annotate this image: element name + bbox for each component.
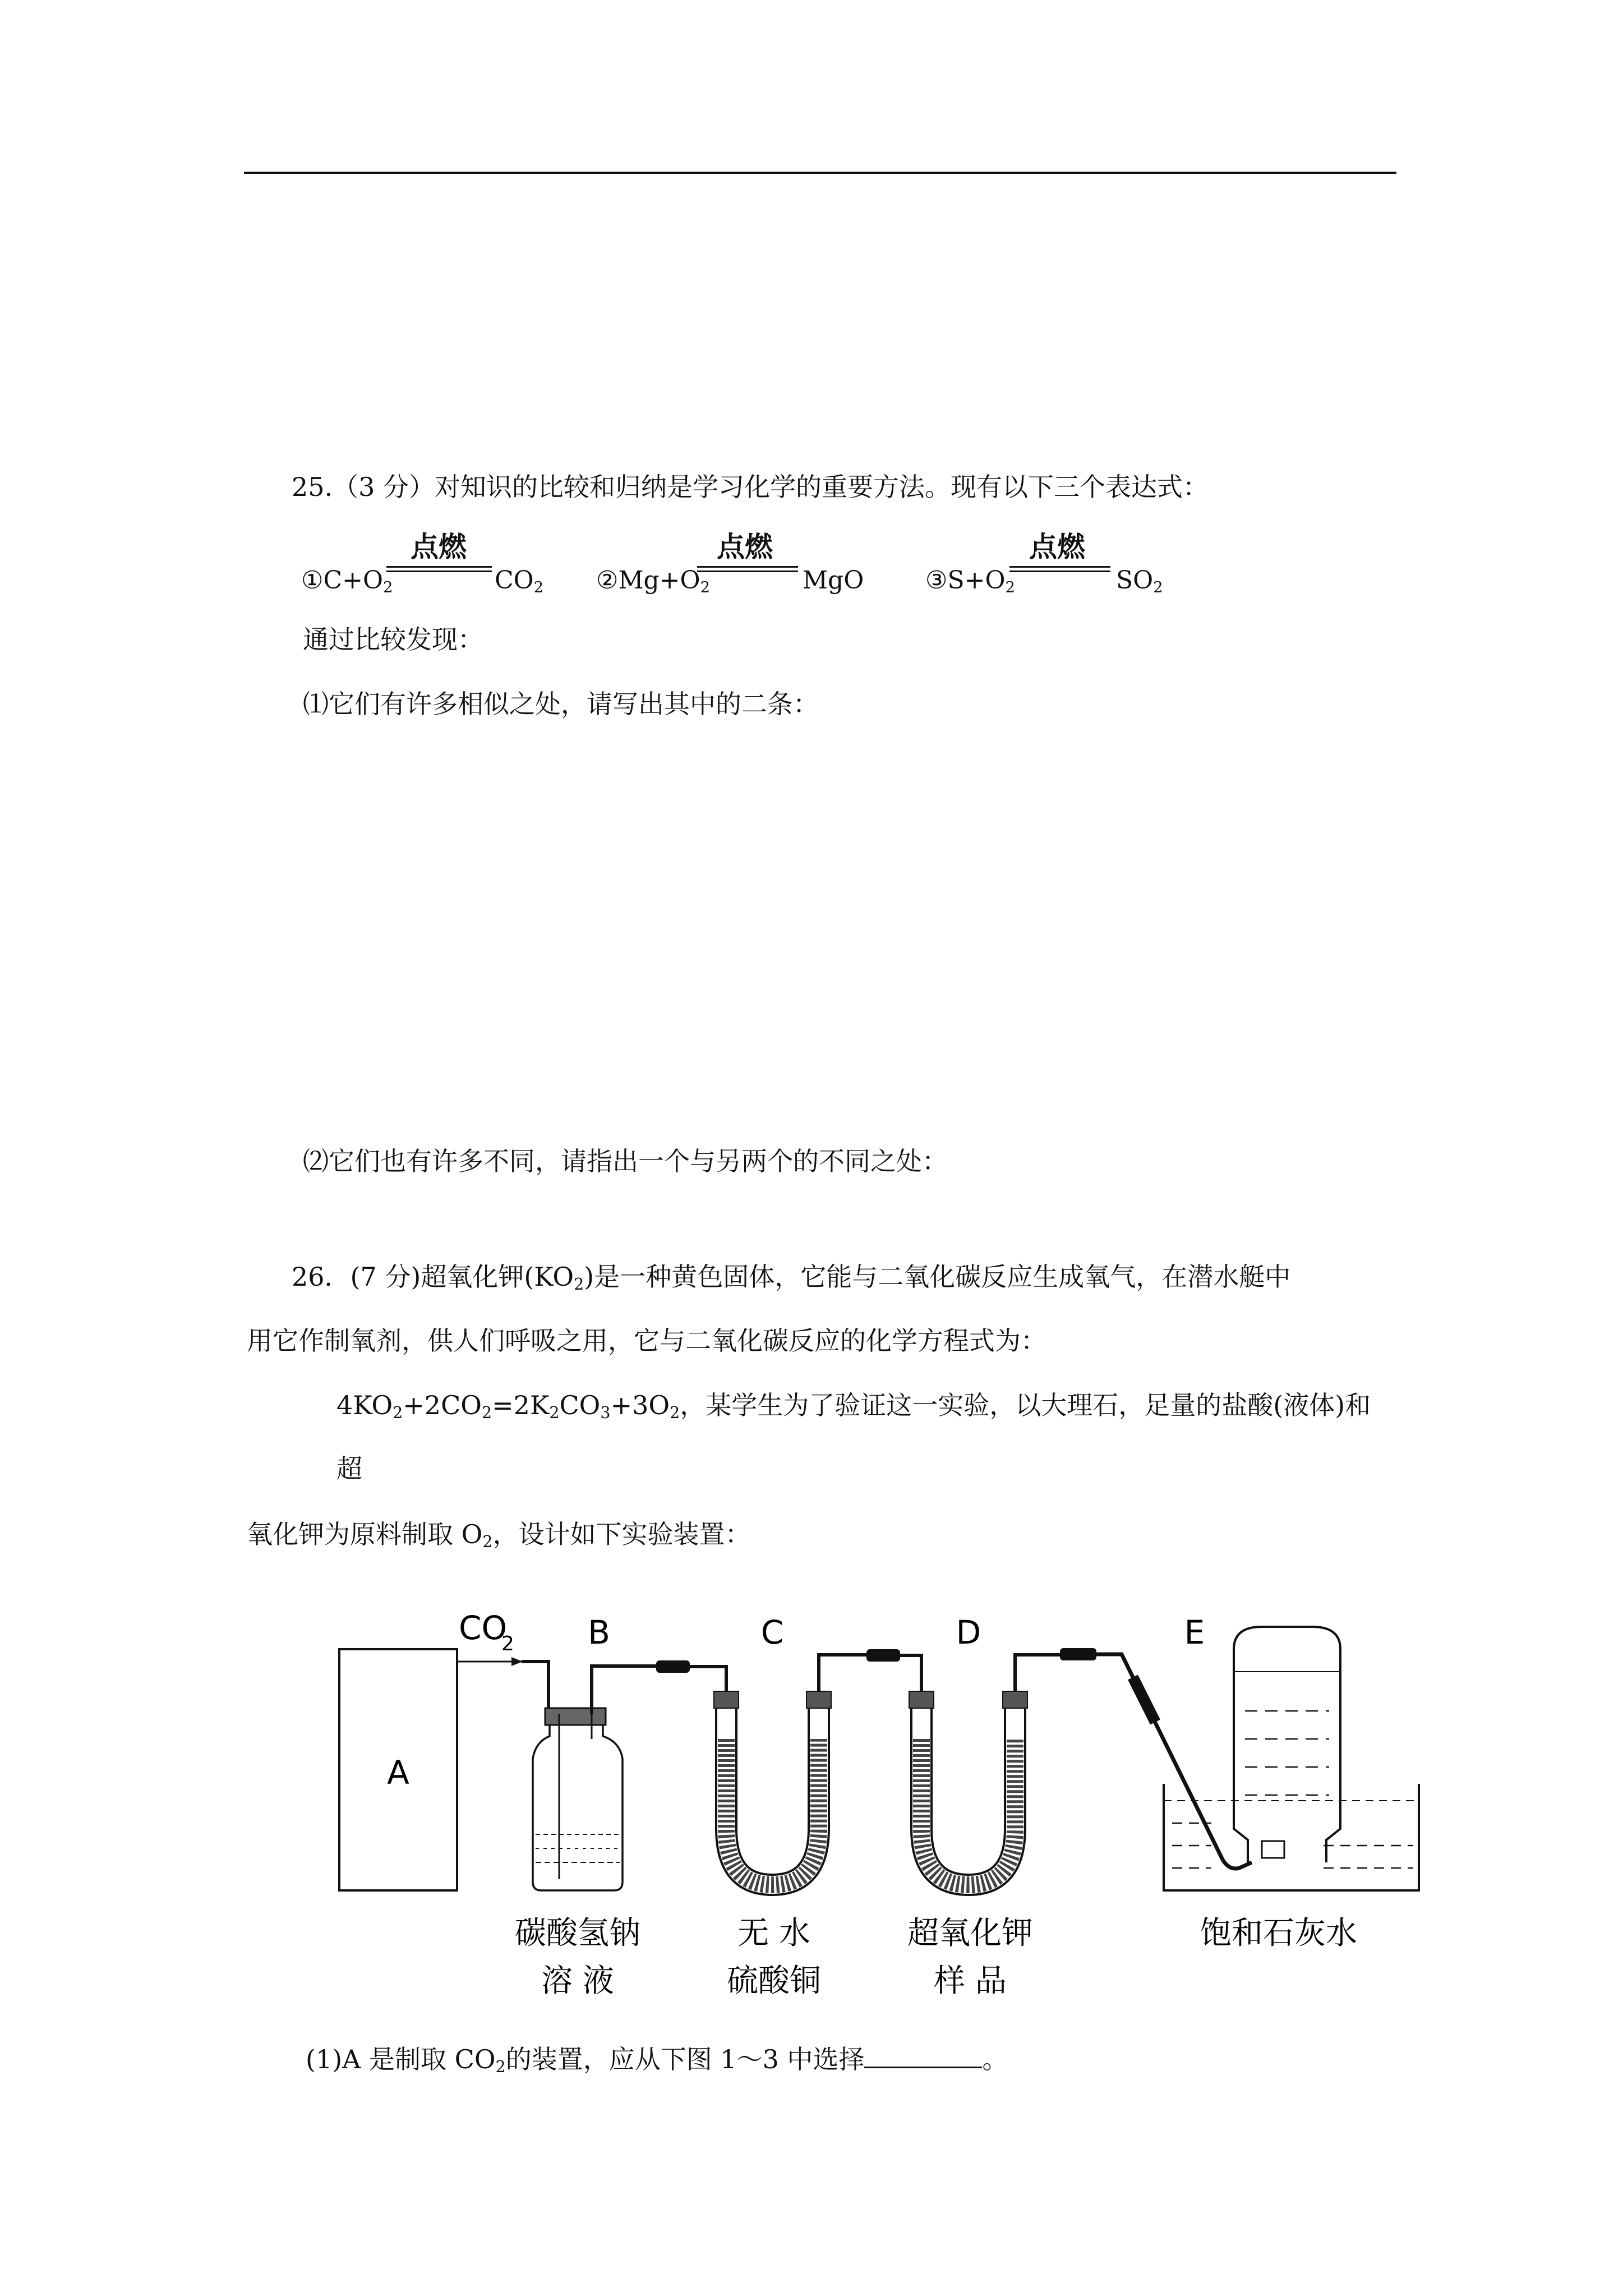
equation-bar — [697, 570, 798, 572]
eq1-right: $CO_2$ — [495, 566, 544, 596]
q25-intro: 25.（3 分）对知识的比较和归纳是学习化学的重要方法。现有以下三个表达式： — [292, 472, 1209, 502]
caption-b-line1: 碳酸氢钠 — [515, 1915, 640, 1952]
eq3-right: $SO_2$ — [1116, 566, 1163, 596]
equation-bar — [697, 566, 798, 568]
u-tube-d — [897, 1655, 1074, 1885]
caption-e-line1: 饱和石灰水 — [1200, 1915, 1357, 1952]
label-co2: CO — [459, 1609, 508, 1647]
equation-bar — [1009, 566, 1110, 568]
caption-c-line2: 硫酸铜 — [727, 1963, 821, 1999]
q26-line3: $4KO_2+2CO_2=2K_2CO_3+3O_2$，某学生为了验证这一实验，以大理石，足量的盐酸(液体)和 — [336, 1390, 1371, 1423]
q26-sub1: (1)A 是制取 $CO_2$的装置，应从下图 1～3 中选择 。 — [306, 2042, 1008, 2076]
q25-sub1: ⑴它们有许多相似之处，请写出其中的二条： — [303, 689, 819, 719]
caption-d-line2: 样 品 — [934, 1963, 1007, 1999]
equation-bar — [1009, 570, 1110, 572]
collection-bottle-e — [1234, 1627, 1340, 1862]
answer-blank[interactable] — [864, 2042, 982, 2068]
rubber-connector — [1060, 1648, 1096, 1660]
equation-bar — [386, 566, 492, 568]
q25-compare: 通过比较发现： — [303, 624, 483, 655]
condition-label: 点燃 — [1029, 531, 1085, 563]
label-e: E — [1184, 1613, 1205, 1651]
header-rule — [244, 172, 1396, 174]
eq2-left: $②Mg+O_2$ — [596, 566, 710, 596]
eq3-left: $③S+O_2$ — [925, 566, 1015, 596]
condition-label: 点燃 — [411, 531, 467, 563]
equation-bar — [386, 570, 492, 572]
bottle-b — [522, 1662, 673, 1890]
caption-b-line2: 溶 液 — [541, 1963, 614, 1999]
q25-sub2: ⑵它们也有许多不同，请指出一个与另两个的不同之处： — [303, 1146, 948, 1176]
label-co2-sub: 2 — [501, 1632, 514, 1655]
u-tube-c — [684, 1655, 875, 1885]
delivery-tube — [1096, 1654, 1252, 1869]
q26-line4: 超 — [336, 1453, 362, 1484]
apparatus-diagram — [314, 1599, 1424, 2003]
q26-line1: 26．(7 分)超氧化钾$(KO_2)$是一种黄色固体，它能与二氧化碳反应生成氧气，在潜水艇中 — [292, 1262, 1291, 1294]
q26-line5: 氧化钾为原料制取 $O_2$，设计如下实验装置： — [247, 1519, 751, 1552]
rubber-connector — [866, 1649, 900, 1662]
label-a: A — [387, 1754, 409, 1792]
label-c: C — [760, 1613, 784, 1651]
label-d: D — [956, 1613, 981, 1651]
eq2-right: MgO — [803, 566, 864, 595]
caption-d-line1: 超氧化钾 — [907, 1915, 1033, 1952]
trough-e — [1164, 1784, 1419, 1890]
eq1-left: $①C+O_2$ — [301, 566, 393, 596]
q26-line2: 用它作制氧剂，供人们呼吸之用，它与二氧化碳反应的化学方程式为： — [247, 1326, 1046, 1356]
gas-arrow — [457, 1657, 523, 1666]
caption-c-line1: 无 水 — [737, 1915, 810, 1952]
condition-label: 点燃 — [717, 531, 773, 563]
label-b: B — [588, 1613, 610, 1651]
